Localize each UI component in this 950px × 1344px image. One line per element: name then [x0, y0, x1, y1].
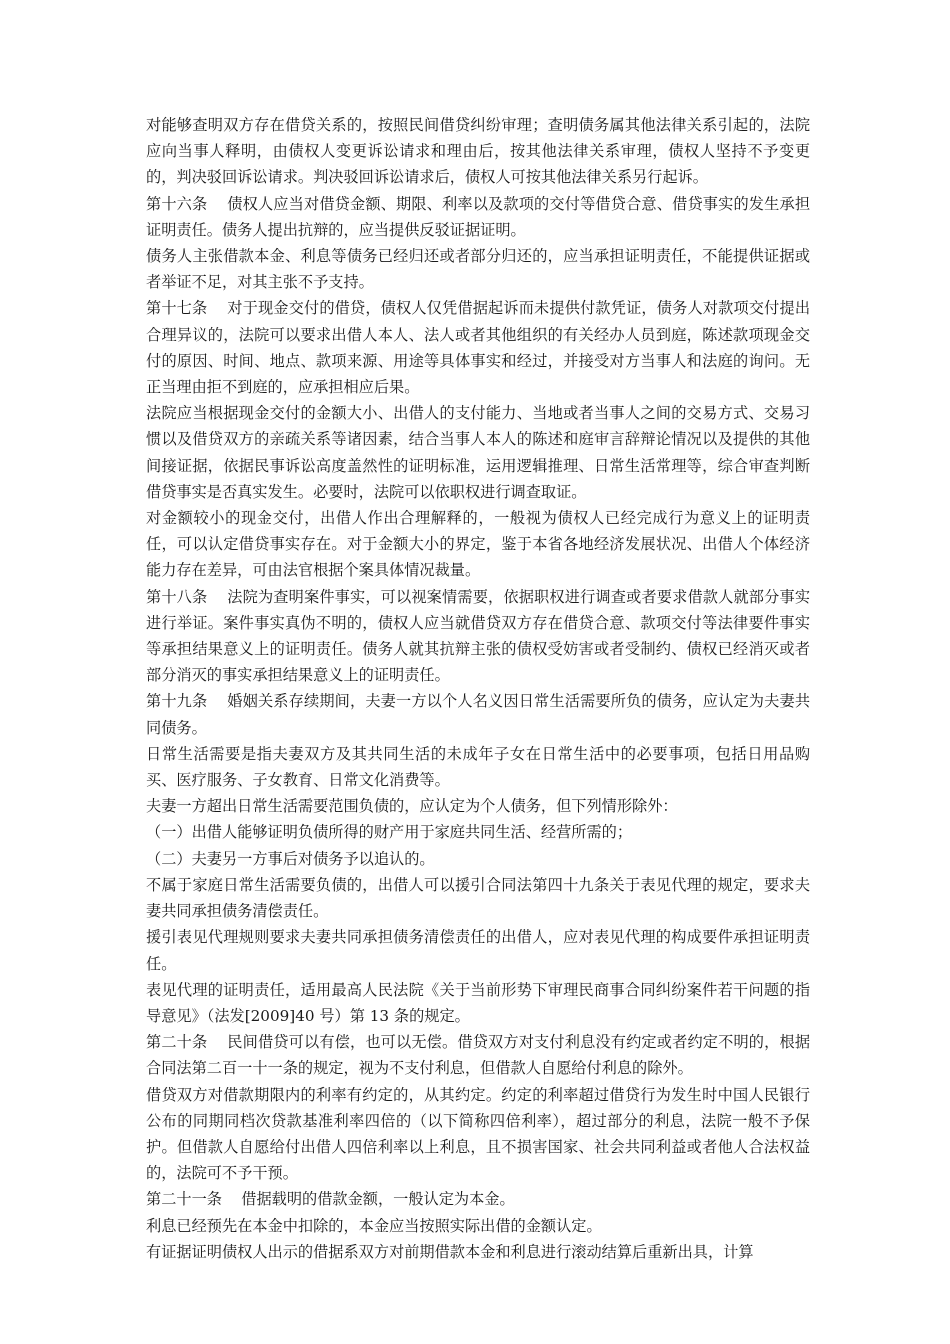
article-number: 第十九条 — [146, 692, 208, 711]
paragraph — [146, 819, 810, 845]
paragraph — [146, 243, 810, 295]
paragraph-text: （一）出借人能够证明负债所得的财产用于家庭共同生活、经营所需的； — [146, 823, 632, 842]
paragraph — [146, 688, 810, 740]
paragraph-text: 法院为查明案件事实，可以视案情需要，依据职权进行调查或者要求借款人就部分事实进行举证。案件事实真伪不明的，债权人应当就借贷双方存在借贷合意、款项交付等法律要件事实等承担结果意义上的证明责任。债务人就其抗辩主张的债权受妨害或者受制约、债权已经消灭或者部分消灭的事实承担结果意义上的证明责任。 — [146, 587, 811, 685]
paragraph — [146, 295, 810, 400]
paragraph-text: 夫妻一方超出日常生活需要范围负债的，应认定为个人债务，但下列情形除外： — [146, 797, 678, 816]
paragraph — [146, 1082, 810, 1187]
paragraph-text: 借贷双方对借款期限内的利率有约定的，从其约定。约定的利率超过借贷行为发生时中国人民银行公布的同期同档次贷款基准利率四倍的（以下简称四倍利率），超过部分的利息，法院一般不予保护。但借款人自愿给付出借人四倍利率以上利息，且不损害国家、社会共同利益或者他人合法权益的，法院可不予干预。 — [146, 1085, 810, 1183]
paragraph — [146, 505, 810, 584]
paragraph — [146, 924, 810, 976]
paragraph-text: 法院应当根据现金交付的金额大小、出借人的支付能力、当地或者当事人之间的交易方式、交易习惯以及借贷双方的亲疏关系等诸因素，结合当事人本人的陈述和庭审言辞辩论情况以及提供的其他间接证据，依据民事诉讼高度盖然性的证明标准，运用逻辑推理、日常生活常理等，综合审查判断借贷事实是否真实发生。必要时，法院可以依职权进行调查取证。 — [146, 404, 810, 501]
paragraph-text: 对能够查明双方存在借贷关系的，按照民间借贷纠纷审理；查明债务属其他法律关系引起的，法院应向当事人释明，由债权人变更诉讼请求和理由后，按其他法律关系审理，债权人坚持不予变更的，判决驳回诉讼请求。判决驳回诉讼请求后，债权人可按其他法律关系另行起诉。 — [146, 116, 810, 187]
article-number: 第十六条 — [146, 194, 208, 213]
paragraph-text: 有证据证明债权人出示的借据系双方对前期借款本金和利息进行滚动结算后重新出具，计算 — [146, 1242, 754, 1261]
paragraph-text: 日常生活需要是指夫妻双方及其共同生活的未成年子女在日常生活中的必要事项，包括日用品购买、医疗服务、子女教育、日常文化消费等。 — [146, 744, 810, 790]
paragraph-text: 借据载明的借款金额，一般认定为本金。 — [241, 1190, 515, 1209]
paragraph — [146, 1239, 810, 1265]
paragraph-text: 债权人应当对借贷金额、期限、利率以及款项的交付等借贷合意、借贷事实的发生承担证明责任。债务人提出抗辩的，应当提供反驳证据证明。 — [146, 194, 811, 239]
paragraph-text: 婚姻关系存续期间，夫妻一方以个人名义因日常生活需要所负的债务，应认定为夫妻共同债务。 — [146, 692, 811, 737]
paragraph — [146, 400, 810, 505]
paragraph-text: 不属于家庭日常生活需要负债的，出借人可以援引合同法第四十九条关于表见代理的规定，要求夫妻共同承担债务清偿责任。 — [146, 875, 810, 921]
paragraph — [146, 1186, 810, 1212]
paragraph-text: 表见代理的证明责任，适用最高人民法院《关于当前形势下审理民商事合同纠纷案件若干问题的指导意见》（法发[2009]40 号）第 13 条的规定。 — [146, 980, 810, 1025]
paragraph — [146, 584, 810, 689]
paragraph — [146, 793, 810, 819]
article-number: 第十七条 — [146, 299, 208, 318]
article-number: 第二十条 — [146, 1033, 208, 1052]
document-body — [146, 112, 810, 1265]
paragraph-text: 对于现金交付的借贷，债权人仅凭借据起诉而未提供付款凭证，债务人对款项交付提出合理异议的，法院可以要求出借人本人、法人或者其他组织的有关经办人员到庭，陈述款项现金交付的原因、时间、地点、款项来源、用途等具体事实和经过，并接受对方当事人和法庭的询问。无正当理由拒不到庭的，应承担相应后果。 — [146, 299, 811, 397]
paragraph-text: 债务人主张借款本金、利息等债务已经归还或者部分归还的，应当承担证明责任，不能提供证据或者举证不足，对其主张不予支持。 — [146, 247, 810, 292]
paragraph — [146, 1213, 810, 1239]
paragraph-text: （二）夫妻另一方事后对债务予以追认的。 — [146, 849, 435, 868]
paragraph — [146, 872, 810, 924]
paragraph-text: 民间借贷可以有偿，也可以无偿。借贷双方对支付利息没有约定或者约定不明的，根据合同法第二百一十一条的规定，视为不支付利息，但借款人自愿给付利息的除外。 — [146, 1033, 811, 1078]
paragraph-text: 利息已经预先在本金中扣除的，本金应当按照实际出借的金额认定。 — [146, 1216, 602, 1235]
paragraph — [146, 1029, 810, 1081]
paragraph — [146, 191, 810, 243]
paragraph — [146, 977, 810, 1029]
paragraph — [146, 846, 810, 872]
paragraph-text: 援引表见代理规则要求夫妻共同承担债务清偿责任的出借人，应对表见代理的构成要件承担证明责任。 — [146, 928, 810, 973]
article-number: 第十八条 — [146, 587, 208, 606]
paragraph — [146, 112, 810, 191]
paragraph-text: 对金额较小的现金交付，出借人作出合理解释的，一般视为债权人已经完成行为意义上的证明责任，可以认定借贷事实存在。对于金额大小的界定，鉴于本省各地经济发展状况、出借人个体经济能力存在差异，可由法官根据个案具体情况裁量。 — [146, 509, 810, 580]
article-number: 第二十一条 — [146, 1190, 222, 1209]
paragraph — [146, 741, 810, 793]
